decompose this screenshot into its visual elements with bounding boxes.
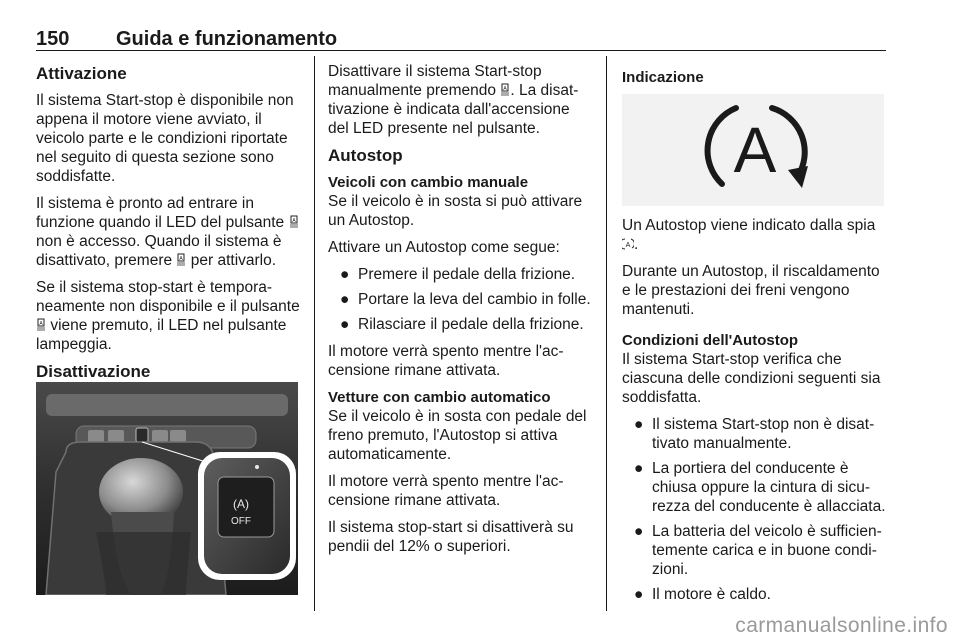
svg-text:A: A <box>503 86 508 92</box>
paragraph: Il sistema stop-start si disattiverà su pendii del 12% o superiori. <box>328 519 574 555</box>
start-stop-button-icon <box>176 253 186 267</box>
column-1 <box>36 62 304 389</box>
paragraph <box>36 194 304 270</box>
start-stop-button-icon <box>36 318 46 332</box>
subheading-manuale: Veicoli con cambio manuale <box>328 174 529 191</box>
list-item <box>328 265 592 284</box>
bullet: ● <box>340 291 350 308</box>
list-item <box>622 522 886 579</box>
column-3 <box>622 62 886 87</box>
subheading-automatico: Vetture con cambio automatico <box>328 389 551 406</box>
section-title: Guida e funzionamento <box>116 28 338 50</box>
text: Se il sistema stop-start è temporaneamente non disponibile e il pulsante <box>36 279 300 315</box>
svg-text:A: A <box>39 321 43 327</box>
paragraph: Il motore verrà spento mentre l'accensione rimane attivata. <box>328 343 564 379</box>
list-item-text: Portare la leva del cambio in folle. <box>358 291 591 308</box>
page-number: 150 <box>36 28 70 50</box>
bullet: ● <box>340 266 350 283</box>
bullet: ● <box>634 416 644 433</box>
autostop-letter: A <box>733 114 777 186</box>
column-divider-2 <box>606 56 607 611</box>
svg-text:A: A <box>625 242 631 249</box>
list-item <box>328 315 592 334</box>
text: Il sistema è pronto ad entrare in funzione quando il LED del pulsante <box>36 195 285 231</box>
paragraph <box>328 62 592 138</box>
text: Disattivare il sistema Start-stop manualmente premendo <box>328 63 542 99</box>
list-item-text: La portiera del conducente è chiusa oppure la cintura di sicurezza del conducente è allacciata. <box>652 460 886 515</box>
column-2 <box>328 62 592 564</box>
list-item-text: Il motore è caldo. <box>652 586 771 603</box>
paragraph: Se il veicolo è in sosta con pedale del freno premuto, l'Autostop si attiva automaticamente. <box>328 408 587 463</box>
autostop-indicator-icon <box>622 237 634 251</box>
steps-list <box>328 265 592 334</box>
console-photo <box>36 382 298 595</box>
list-item <box>622 459 886 516</box>
text: Un Autostop viene indicato dalla spia <box>622 217 876 234</box>
bullet: ● <box>634 523 644 540</box>
subheading-condizioni: Condizioni dell'Autostop <box>622 332 799 349</box>
bullet: ● <box>634 460 644 477</box>
paragraph: Il sistema Start-stop verifica che ciascuna delle condizioni seguenti sia soddisfatta. <box>622 351 881 406</box>
heading-disattivazione: Disattivazione <box>36 362 151 381</box>
start-stop-symbol: (A) <box>233 497 249 511</box>
list-item <box>622 415 886 453</box>
paragraph <box>622 216 886 254</box>
text: . <box>634 236 639 253</box>
paragraph: Se il veicolo è in sosta si può attivare un Autostop. <box>328 193 583 229</box>
paragraph: Il sistema Start-stop è disponibile non appena il motore viene avviato, il veicolo parte e le condizioni riportate nel seguito di questa sezione sono soddisfatte. <box>36 92 294 185</box>
text: per attivarlo. <box>190 252 277 269</box>
bullet: ● <box>634 586 644 603</box>
list-item-text: Rilasciare il pedale della frizione. <box>358 316 584 333</box>
list-item-text: La batteria del veicolo è sufficientemente carica e in buone condizioni. <box>652 523 882 578</box>
autostop-indicator-figure <box>622 94 884 206</box>
svg-text:A: A <box>179 256 184 262</box>
header-rule <box>36 50 886 51</box>
column-divider-1 <box>314 56 315 611</box>
svg-text:A: A <box>291 218 296 224</box>
watermark: carmanualsonline.info <box>735 614 948 637</box>
bullet: ● <box>340 316 350 333</box>
paragraph: Il motore verrà spento mentre l'accensione rimane attivata. <box>328 473 564 509</box>
text: viene premuto, il LED nel pulsante lampeggia. <box>36 317 287 353</box>
text: . La disattivazione è indicata dall'accensione del LED presente nel pulsante. <box>328 82 579 137</box>
heading-attivazione: Attivazione <box>36 64 127 83</box>
subheading-indicazione: Indicazione <box>622 69 704 86</box>
paragraph <box>36 278 304 354</box>
list-item-text: Il sistema Start-stop non è disattivato manualmente. <box>652 416 875 452</box>
off-label: OFF <box>231 516 251 527</box>
paragraph: Durante un Autostop, il riscaldamento e le prestazioni dei freni vengono mantenuti. <box>622 263 880 318</box>
list-item <box>328 290 592 309</box>
conditions-list <box>622 415 886 604</box>
start-stop-button-icon <box>289 215 299 229</box>
paragraph: Attivare un Autostop come segue: <box>328 239 560 256</box>
start-stop-button-icon <box>500 83 510 97</box>
column-3-body <box>622 216 886 612</box>
text: non è accesso. Quando il sistema è disattivato, premere <box>36 233 282 269</box>
heading-autostop: Autostop <box>328 146 403 165</box>
list-item <box>622 585 886 604</box>
list-item-text: Premere il pedale della frizione. <box>358 266 576 283</box>
